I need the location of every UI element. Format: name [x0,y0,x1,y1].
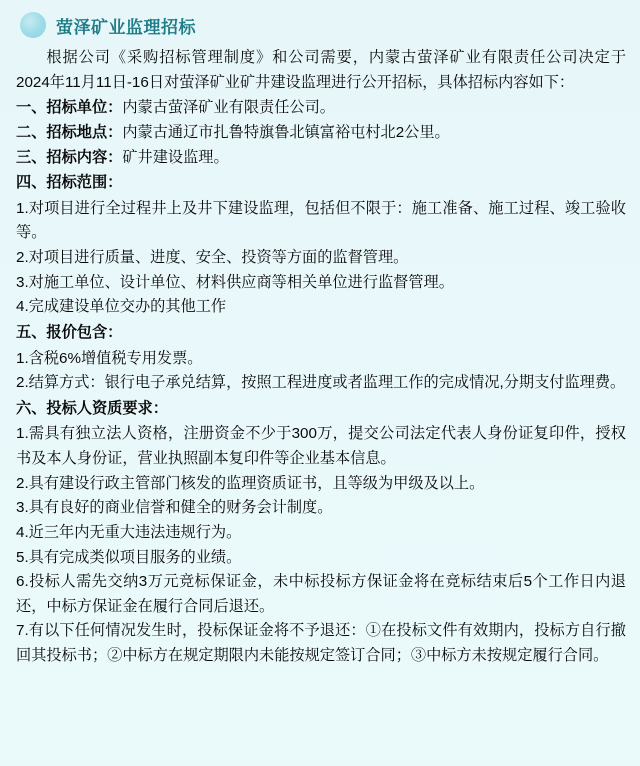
section-6-item-5: 5.具有完成类似项目服务的业绩。 [16,548,242,566]
section-4-item-1: 1.对项目进行全过程井上及井下建设监理，包括但不限于：施工准备、施工过程、竣工验收等。 [16,199,626,242]
section-4-item-4: 4.完成建设单位交办的其他工作 [16,298,227,316]
section-6-item-2: 2.具有建设行政主管部门核发的监理资质证书，且等级为甲级及以上。 [16,474,485,492]
section-1-label: 一、招标单位： [16,99,123,117]
section-6-item-3: 3.具有良好的商业信誉和健全的财务会计制度。 [16,499,333,517]
intro-paragraph: 根据公司《采购招标管理制度》和公司需要，内蒙古萤泽矿业有限责任公司决定于2024年11月11日-16日对萤泽矿业矿井建设监理进行公开招标，具体招标内容如下： [16,49,626,91]
page-title: 萤泽矿业监理招标 [56,17,196,37]
section-6-item-7: 7.有以下任何情况发生时，投标保证金将不予退还：①在投标文件有效期内，投标方自行撤回其投标书；②中标方在规定期限内未能按规定签订合同；③中标方未按规定履行合同。 [16,622,626,664]
section-5-item-1: 1.含税6%增值税专用发票。 [16,349,203,367]
section-1-text: 内蒙古萤泽矿业有限责任公司。 [122,99,335,117]
section-5-item-2: 2.结算方式：银行电子承兑结算，按照工程进度或者监理工作的完成情况,分期支付监理费。 [16,374,626,392]
section-1 [16,96,626,121]
section-6-label: 六、投标人资质要求： [16,399,168,417]
document-header [0,0,640,44]
section-6-item-6: 6.投标人需先交纳3万元竞标保证金，未中标投标方保证金将在竞标结束后5个工作日内退还，中标方保证金在履行合同后退还。 [16,573,626,615]
section-4-item-2: 2.对项目进行质量、进度、安全、投资等方面的监督管理。 [16,249,409,266]
section-2-text: 内蒙古通辽市扎鲁特旗鲁北镇富裕屯村北2公里。 [122,123,450,141]
section-4-label: 四、招标范围： [16,174,123,192]
section-3-label: 三、招标内容： [16,148,123,166]
document-body [0,44,640,669]
section-6-item-4: 4.近三年内无重大违法违规行为。 [16,523,242,541]
section-6-item-1: 1.需具有独立法人资格，注册资金不少于300万，提交公司法定代表人身份证复印件，授权书及本人身份证，营业执照副本复印件等企业基本信息。 [16,425,626,467]
circle-bullet-icon [20,12,46,38]
section-3-text: 矿井建设监理。 [122,148,229,166]
section-5-label: 五、报价包含： [16,323,123,341]
section-4-item-3: 3.对施工单位、设计单位、材料供应商等相关单位进行监督管理。 [16,273,454,291]
section-2-label: 二、招标地点： [16,123,123,141]
section-3 [16,146,626,171]
section-2 [16,121,626,146]
